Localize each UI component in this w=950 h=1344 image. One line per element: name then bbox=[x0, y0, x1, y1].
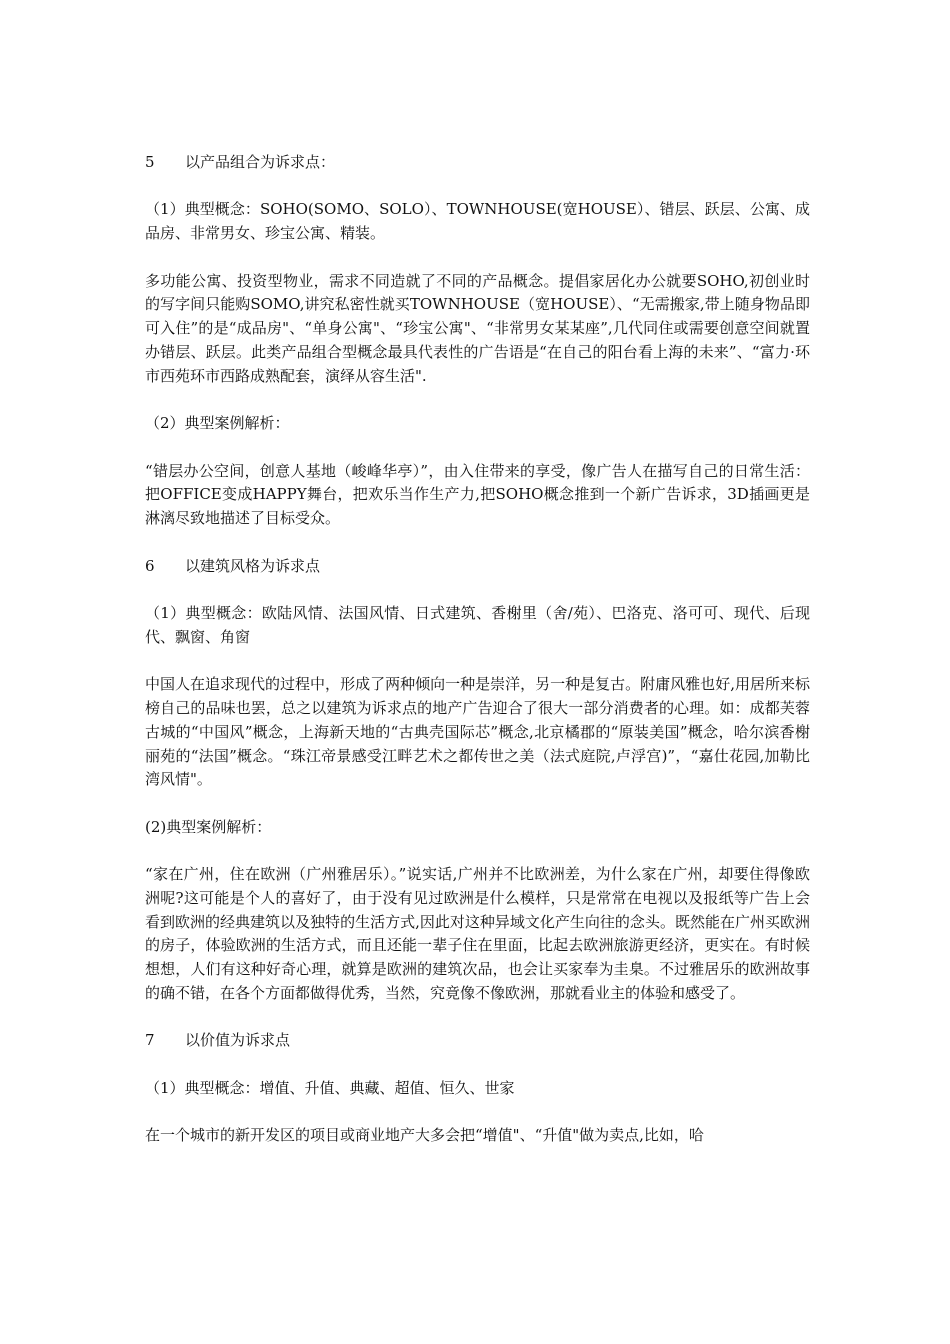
body-paragraph: 多功能公寓、投资型物业，需求不同造就了不同的产品概念。提倡家居化办公就要SOHO,初创业时的写字间只能购SOMO,讲究私密性就买TOWNHOUSE（宽HOUSE）、“无需搬家,带上随身物品即可入住”的是“成品房"、“单身公寓"、“珍宝公寓"、“非常男女某某座”,几代同住或需要创意空间就置办错层、跃层。此类产品组合型概念最具代表性的广告语是“在自己的阳台看上海的未来”、“富力·环市西苑环市西路成熟配套，演绎从容生活". bbox=[145, 271, 810, 385]
concept-paragraph: （1）典型概念：SOHO(SOMO、SOLO）、TOWNHOUSE(宽HOUSE）、错层、跃层、公寓、成品房、非常男女、珍宝公寓、精装。 bbox=[145, 200, 810, 243]
concept-paragraph: （1）典型概念：欧陆风情、法国风情、日式建筑、香榭里（舍/苑）、巴洛克、洛可可、现代、后现代、飘窗、角窗 bbox=[145, 603, 810, 646]
section-heading-7 bbox=[145, 1029, 810, 1053]
section-number: 6 bbox=[145, 556, 155, 575]
section-title: 以建筑风格为诉求点 bbox=[185, 556, 321, 575]
case-title: (2)典型案例解析： bbox=[145, 817, 272, 836]
case-paragraph: “家在广州，住在欧洲（广州雅居乐）。”说实话,广州并不比欧洲差，为什么家在广州，却要住得像欧洲呢?这可能是个人的喜好了，由于没有见过欧洲是什么模样，只是常常在电视以及报纸等广告上会看到欧洲的经典建筑以及独特的生活方式,因此对这种异域文化产生向往的念头。既然能在广州买欧洲的房子，体验欧洲的生活方式，而且还能一辈子住在里面，比起去欧洲旅游更经济，更实在。有时候想想，人们有这种好奇心理，就算是欧洲的建筑次品，也会让买家奉为圭臬。不过雅居乐的欧洲故事的确不错，在各个方面都做得优秀，当然，究竟像不像欧洲，那就看业主的体验和感受了。 bbox=[145, 865, 810, 1003]
body-paragraph: 中国人在追求现代的过程中，形成了两种倾向一种是崇洋，另一种是复古。附庸风雅也好,用居所来标榜自己的品味也罢，总之以建筑为诉求点的地产广告迎合了很大一部分消费者的心理。如：成都芙蓉古城的“中国风”概念，上海新天地的“古典壳国际芯”概念,北京橘郡的“原装美国”概念，哈尔滨香榭丽苑的“法国”概念。“珠江帝景感受江畔艺术之都传世之美（法式庭院,卢浮宫)”，“嘉仕花园,加勒比湾风情"。 bbox=[145, 675, 810, 789]
document-body bbox=[145, 151, 810, 1172]
case-paragraph: “错层办公空间，创意人基地（峻峰华亭）”，由入住带来的享受，像广告人在描写自己的日常生活：把OFFICE变成HAPPY舞台，把欢乐当作生产力,把SOHO概念推到一个新广告诉求，3D插画更是淋漓尽致地描述了目标受众。 bbox=[145, 461, 810, 528]
section-number: 5 bbox=[145, 153, 155, 171]
section-number: 7 bbox=[145, 1031, 155, 1050]
section-title: 以产品组合为诉求点： bbox=[185, 153, 336, 171]
case-title: （2）典型案例解析： bbox=[145, 414, 290, 433]
concept-paragraph: （1）典型概念：增值、升值、典藏、超值、恒久、世家 bbox=[145, 1078, 515, 1097]
section-heading-5 bbox=[145, 151, 810, 175]
section-title: 以价值为诉求点 bbox=[185, 1031, 291, 1050]
body-paragraph: 在一个城市的新开发区的项目或商业地产大多会把“增值"、“升值"做为卖点,比如，哈 bbox=[145, 1126, 704, 1145]
section-heading-6 bbox=[145, 555, 810, 579]
